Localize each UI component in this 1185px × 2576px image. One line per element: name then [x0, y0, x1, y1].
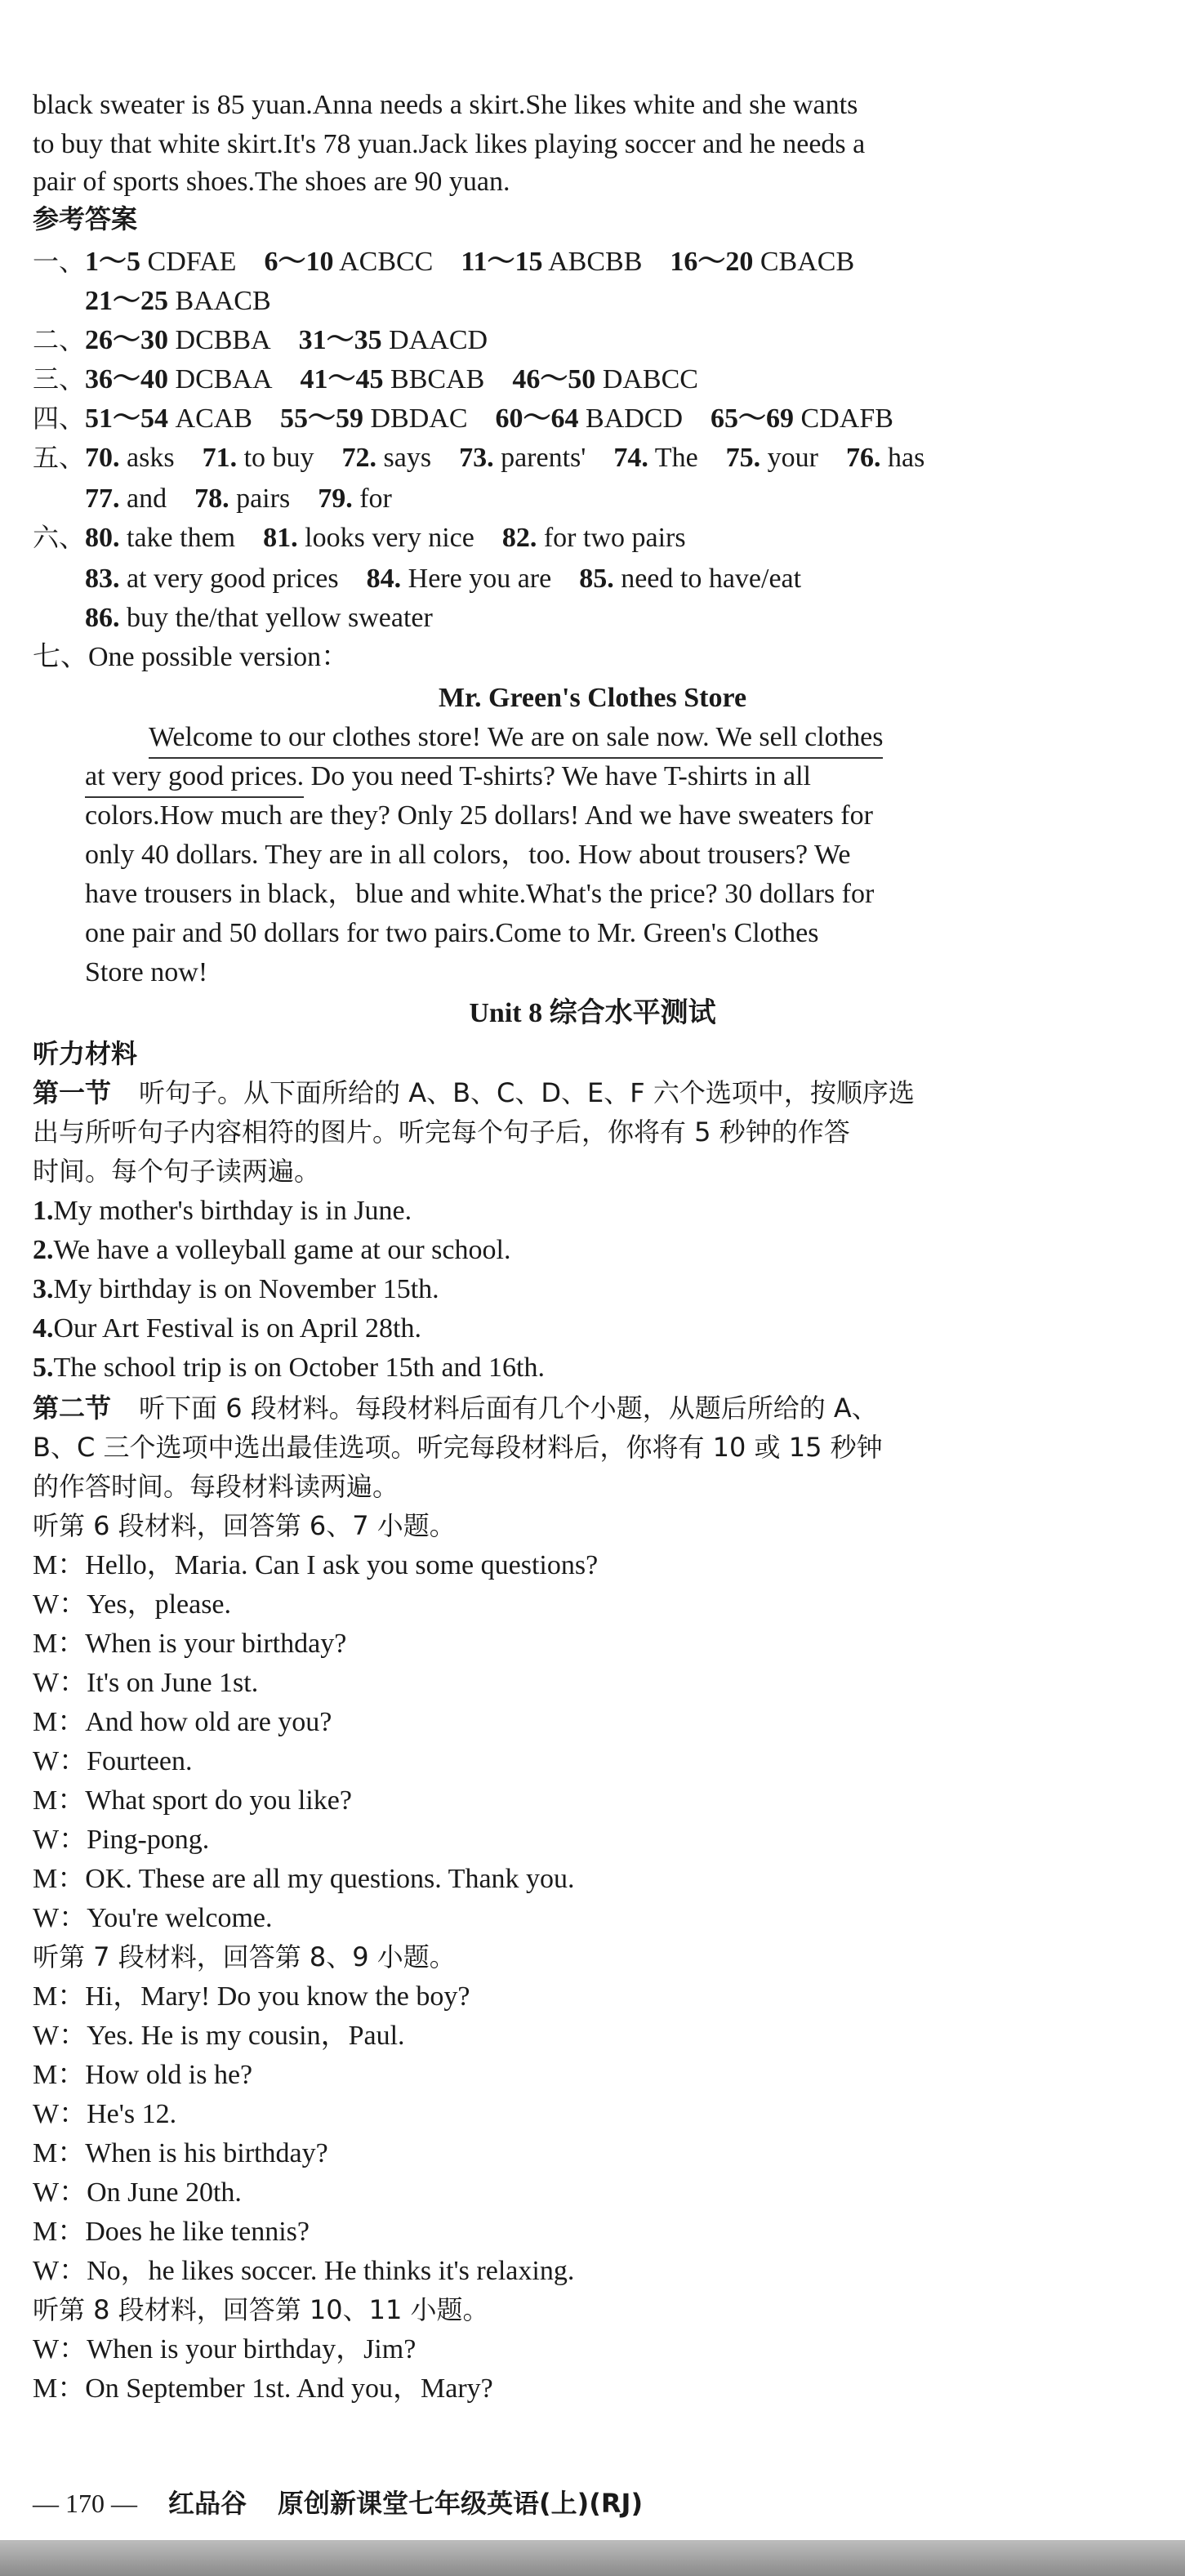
- answer-row: [85, 565, 801, 593]
- answer-value: asks: [127, 443, 175, 473]
- answer-value: The: [654, 443, 698, 473]
- passage-line: to buy that white skirt.It's 78 yuan.Jack likes playing soccer and he needs a: [33, 129, 866, 159]
- answer-number: 82.: [501, 523, 537, 553]
- section-2-label: 第二节: [33, 1393, 112, 1424]
- dialog-line: M：What sport do you like?: [33, 1785, 352, 1816]
- answer-number: 72.: [341, 443, 377, 473]
- dialog-line: M：How old is he?: [33, 2060, 253, 2090]
- answer-row: [33, 405, 893, 433]
- answer-number: 16～20: [670, 247, 754, 277]
- dialog-line: M：Does he like tennis?: [33, 2217, 310, 2247]
- sentence-number: 4.: [33, 1313, 54, 1344]
- dialog-line: M：OK. These are all my questions. Thank you.: [33, 1864, 575, 1894]
- answer-row: [85, 485, 392, 513]
- answer-value: ACAB: [175, 403, 252, 434]
- dialog-line: W：Ping-pong.: [33, 1825, 210, 1855]
- page-footer: [33, 2483, 643, 2520]
- answer-row: [85, 287, 271, 315]
- dialog-line: W：Yes，please.: [33, 1589, 232, 1620]
- answer-section-prefix: 二、: [33, 324, 86, 355]
- answer-section-prefix: 一、: [33, 246, 86, 277]
- essay-line: Store now!: [85, 957, 208, 987]
- answer-value: DCBBA: [175, 325, 271, 355]
- listening-sentence: [33, 1354, 545, 1382]
- dialog-line: M：On September 1st. And you，Mary?: [33, 2373, 493, 2404]
- book-title: 原创新课堂七年级英语(上)(RJ): [278, 2488, 644, 2519]
- answer-section-prefix: 六、: [33, 522, 86, 553]
- section-2-line: 第二节 听下面 6 段材料。每段材料后面有几个小题，从题后所给的 A、: [33, 1393, 878, 1424]
- listening-sentence: [33, 1276, 439, 1304]
- answer-value: to buy: [243, 443, 314, 473]
- page-number: — 170 —: [33, 2489, 137, 2518]
- dialog-instruction: 听第 8 段材料，回答第 10、11 小题。: [33, 2294, 489, 2325]
- section-2-line: B、C 三个选项中选出最佳选项。听完每段材料后，你将有 10 或 15 秒钟: [33, 1432, 883, 1463]
- answer-number: 36～40: [85, 364, 169, 394]
- answer-number: 84.: [366, 564, 402, 594]
- essay-line: colors.How much are they? Only 25 dollars! And we have sweaters for: [85, 800, 873, 831]
- answer-number: 85.: [579, 564, 614, 594]
- answer-value: buy the/that yellow sweater: [127, 603, 433, 633]
- sentence-text: Our Art Festival is on April 28th.: [53, 1313, 421, 1344]
- answer-row: [33, 324, 488, 355]
- answer-value: Here you are: [408, 564, 552, 594]
- answer-value: CBACB: [760, 247, 855, 277]
- answer-number: 77.: [85, 484, 120, 514]
- answer-value: for: [359, 484, 392, 514]
- essay-text: Do you need T-shirts? We have T-shirts in all: [304, 761, 811, 791]
- section-1-label: 第一节: [33, 1077, 112, 1108]
- dialog-line: W：On June 20th.: [33, 2177, 242, 2208]
- listening-sentence: [33, 1197, 412, 1225]
- answer-value: BADCD: [586, 403, 684, 434]
- answer-row: [85, 604, 433, 632]
- answer-value: ABCBB: [548, 247, 643, 277]
- answer-value: at very good prices: [127, 564, 339, 594]
- essay-line: have trousers in black，blue and white.What's the price? 30 dollars for: [85, 879, 875, 909]
- answer-value: has: [887, 443, 925, 473]
- answer-number: 65～69: [711, 403, 795, 434]
- answer-row: [33, 444, 924, 472]
- sentence-number: 1.: [33, 1196, 54, 1226]
- answer-section-prefix: 三、: [33, 363, 86, 394]
- answer-value: DCBAA: [175, 364, 273, 394]
- answer-number: 86.: [85, 603, 120, 633]
- essay-line: one pair and 50 dollars for two pairs.Come to Mr. Green's Clothes: [85, 918, 819, 948]
- section-2-line: 的作答时间。每段材料读两遍。: [33, 1471, 399, 1502]
- dialog-line: W：You're welcome.: [33, 1903, 273, 1933]
- sentence-number: 5.: [33, 1353, 54, 1383]
- answer-row: [33, 524, 686, 552]
- section-1-line: 出与所听句子内容相符的图片。听完每个句子后，你将有 5 秒钟的作答: [33, 1116, 850, 1148]
- answer-row: [33, 248, 854, 276]
- answer-number: 46～50: [512, 364, 596, 394]
- dialog-line: M：Hi，Mary! Do you know the boy?: [33, 1981, 470, 2012]
- answer-number: 74.: [613, 443, 648, 473]
- answer-value: parents': [501, 443, 586, 473]
- answer-number: 83.: [85, 564, 120, 594]
- answer-value: for two pairs: [543, 523, 686, 553]
- section-1-line: 第一节 听句子。从下面所给的 A、B、C、D、E、F 六个选项中，按顺序选: [33, 1077, 915, 1108]
- dialog-line: W：It's on June 1st.: [33, 1668, 259, 1698]
- unit-title: Unit 8 综合水平测试: [469, 998, 716, 1028]
- section-1-line: 时间。每个句子读两遍。: [33, 1156, 321, 1187]
- answer-number: 76.: [845, 443, 881, 473]
- sentence-text: My mother's birthday is in June.: [53, 1196, 412, 1226]
- listening-sentence: [33, 1237, 510, 1264]
- answer-value: BBCAB: [390, 364, 485, 394]
- answer-number: 21～25: [85, 286, 168, 316]
- passage-line: pair of sports shoes.The shoes are 90 yuan.: [33, 167, 510, 197]
- answer-number: 1～5: [85, 247, 141, 277]
- answer-value: take them: [127, 523, 236, 553]
- dialog-line: W：No，he likes soccer. He thinks it's relaxing.: [33, 2256, 575, 2286]
- answer-section-prefix: 五、: [33, 442, 86, 473]
- answer-value: DAACD: [389, 325, 488, 355]
- answer-value: pairs: [236, 484, 291, 514]
- answer-value: looks very nice: [305, 523, 474, 553]
- essay-title: Mr. Green's Clothes Store: [438, 683, 747, 713]
- answer-value: ACBCC: [339, 247, 434, 277]
- essay-line: [85, 763, 811, 791]
- answer-number: 11～15: [461, 247, 543, 277]
- dialog-line: W：Yes. He is my cousin，Paul.: [33, 2021, 405, 2051]
- answer-number: 71.: [202, 443, 238, 473]
- answer-number: 41～45: [300, 364, 384, 394]
- essay-line-underlined: [149, 724, 883, 751]
- listening-heading: 听力材料: [33, 1038, 138, 1069]
- answer-value: says: [383, 443, 432, 473]
- sentence-text: The school trip is on October 15th and 16th.: [53, 1353, 546, 1383]
- answer-row: [33, 363, 698, 394]
- answer-number: 78.: [194, 484, 229, 514]
- answer-number: 55～59: [279, 403, 363, 434]
- answer-number: 73.: [459, 443, 494, 473]
- sentence-number: 3.: [33, 1274, 54, 1304]
- answer-number: 75.: [725, 443, 761, 473]
- essay-line: only 40 dollars. They are in all colors，too. How about trousers? We: [85, 840, 851, 870]
- answer-value: and: [127, 484, 167, 514]
- answer-number: 6～10: [264, 247, 334, 277]
- answer-number: 81.: [263, 523, 298, 553]
- dialog-instruction: 听第 7 段材料，回答第 8、9 小题。: [33, 1941, 456, 1972]
- sentence-text: We have a volleyball game at our school.: [53, 1235, 511, 1265]
- writing-intro: 七、One possible version：: [33, 642, 350, 672]
- dialog-line: M：When is your birthday?: [33, 1629, 347, 1659]
- answer-value: CDFAE: [147, 247, 237, 277]
- dialog-line: M：Hello，Maria. Can I ask you some questions?: [33, 1550, 599, 1580]
- answer-number: 60～64: [495, 403, 579, 434]
- sentence-number: 2.: [33, 1235, 54, 1265]
- essay-underlined-text: at very good prices.: [85, 761, 304, 798]
- answer-value: DBDAC: [370, 403, 468, 434]
- publisher-brand: 红品谷: [168, 2488, 247, 2519]
- dialog-line: W：He's 12.: [33, 2099, 177, 2129]
- answer-number: 80.: [85, 523, 120, 553]
- dialog-line: W：Fourteen.: [33, 1746, 193, 1776]
- dialog-line: W：When is your birthday，Jim?: [33, 2334, 417, 2364]
- answers-heading: 参考答案: [33, 203, 138, 234]
- essay-underlined-text: Welcome to our clothes store! We are on sale now. We sell clothes: [149, 722, 883, 759]
- answer-number: 31～35: [298, 325, 382, 355]
- listening-sentence: [33, 1315, 421, 1343]
- answer-value: need to have/eat: [621, 564, 802, 594]
- answer-value: CDAFB: [800, 403, 893, 434]
- answer-section-prefix: 四、: [33, 403, 86, 434]
- answer-number: 79.: [318, 484, 353, 514]
- answer-number: 70.: [85, 443, 120, 473]
- answer-value: DABCC: [602, 364, 698, 394]
- page-edge-band: [0, 2540, 1185, 2576]
- answer-value: your: [767, 443, 818, 473]
- passage-line: black sweater is 85 yuan.Anna needs a skirt.She likes white and she wants: [33, 90, 858, 120]
- dialog-line: M：When is his birthday?: [33, 2138, 328, 2168]
- sentence-text: My birthday is on November 15th.: [53, 1274, 439, 1304]
- dialog-instruction: 听第 6 段材料，回答第 6、7 小题。: [33, 1510, 456, 1541]
- answer-number: 26～30: [85, 325, 169, 355]
- answer-value: BAACB: [175, 286, 271, 316]
- dialog-line: M：And how old are you?: [33, 1707, 332, 1737]
- answer-number: 51～54: [85, 403, 169, 434]
